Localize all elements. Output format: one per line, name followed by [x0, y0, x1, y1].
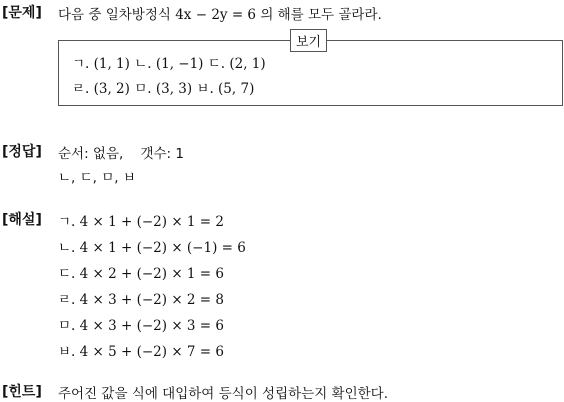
- problem-statement: [58, 3, 382, 23]
- explanation-line: ㅂ. 4 × 5 + (−2) × 7 = 6: [58, 344, 224, 360]
- problem-text-before: 다음 중 일차방정식: [58, 7, 171, 23]
- explanation-line: ㄴ. 4 × 1 + (−2) × (−1) = 6: [58, 240, 246, 256]
- bogi-row-1: ㄱ. (1, 1) ㄴ. (1, −1) ㄷ. (2, 1): [72, 56, 266, 72]
- bogi-title: 보기: [290, 29, 327, 52]
- answer-count: 갯수: 1: [140, 146, 184, 162]
- explanation-line: ㅁ. 4 × 3 + (−2) × 3 = 6: [58, 318, 224, 334]
- problem-text-after: 의 해를 모두 골라라.: [260, 7, 382, 23]
- answer-value: ㄴ, ㄷ, ㅁ, ㅂ: [58, 170, 136, 186]
- answer-order: 순서: 없음,: [58, 146, 124, 162]
- bogi-row-2: ㄹ. (3, 2) ㅁ. (3, 3) ㅂ. (5, 7): [72, 81, 255, 97]
- explanation-line: ㄹ. 4 × 3 + (−2) × 2 = 8: [58, 292, 224, 308]
- hint-text: 주어진 값을 식에 대입하여 등식이 성립하는지 확인한다.: [58, 386, 388, 402]
- answer-meta: [58, 142, 184, 162]
- explanation-line: ㄱ. 4 × 1 + (−2) × 1 = 2: [58, 214, 224, 230]
- explanation-tag: [해설]: [2, 212, 42, 228]
- problem-equation: 4x − 2y = 6: [175, 7, 257, 23]
- hint-tag: [힌트]: [2, 384, 42, 400]
- answer-tag: [정답]: [2, 144, 42, 160]
- explanation-line: ㄷ. 4 × 2 + (−2) × 1 = 6: [58, 266, 224, 282]
- problem-tag: [문제]: [2, 5, 42, 21]
